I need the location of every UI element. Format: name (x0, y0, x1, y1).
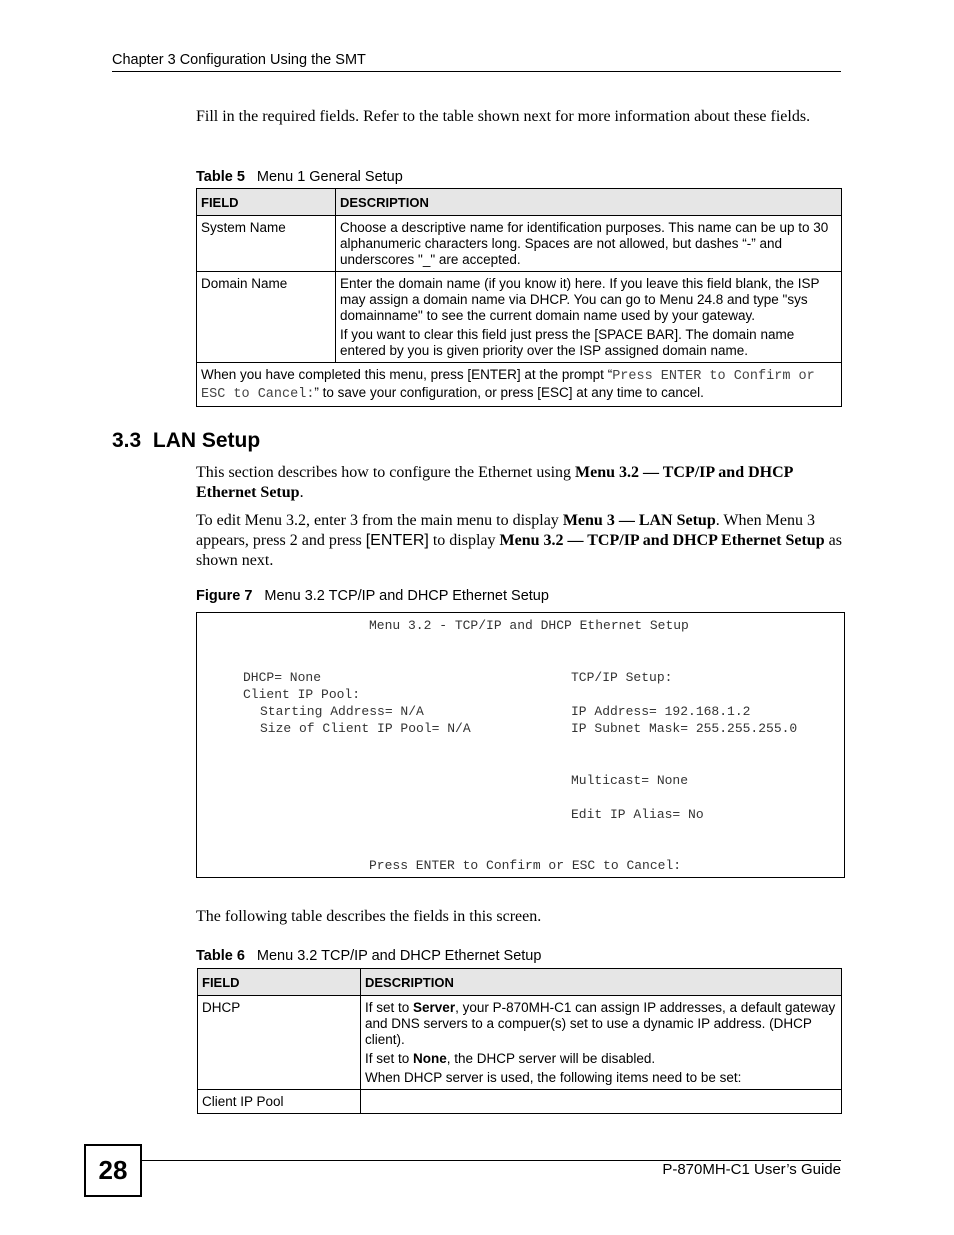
table5-header-row (197, 189, 842, 216)
description-paragraph: Enter the domain name (if you know it) here. If you leave this field blank, the ISP may assign a domain name via DHCP. You can go to Menu 24.8 and type "sys domainname" to see the current domain name used by your gateway. (340, 276, 820, 323)
table-row (198, 1090, 842, 1114)
screen-title: Menu 3.2 - TCP/IP and DHCP Ethernet Setup (369, 618, 689, 633)
table6-header-row (198, 969, 842, 996)
table5-col-description: DESCRIPTION (336, 189, 842, 216)
confirm-prompt: Press ENTER to Confirm or ESC to Cancel: (369, 858, 682, 873)
table5 (196, 188, 842, 407)
figure7-label: Figure 7 (196, 588, 253, 604)
edit-ip-alias-setting: Edit IP Alias= No (571, 807, 704, 822)
table5-caption (196, 169, 403, 185)
section-paragraph-2: To edit Menu 3.2, enter 3 from the main menu to display Menu 3 — LAN Setup. When Menu 3 appears, press 2 and press [ENTER] to display Menu 3.2 — TCP/IP and DHCP Ethernet Setup as shown next. (196, 512, 842, 569)
figure7-caption (196, 588, 549, 604)
table-cell-field: DHCP (198, 996, 361, 1090)
table-cell-description (361, 996, 842, 1090)
table5-col-field: FIELD (197, 189, 336, 216)
table-row (197, 272, 842, 363)
table6-title: Menu 3.2 TCP/IP and DHCP Ethernet Setup (256, 948, 542, 964)
smt-screen (196, 612, 845, 878)
ip-address-setting: IP Address= 192.168.1.2 (571, 704, 751, 719)
table-cell-description (336, 272, 842, 363)
following-paragraph: The following table describes the fields in this screen. (196, 908, 542, 925)
table5-title: Menu 1 General Setup (256, 169, 403, 185)
description-paragraph: Choose a descriptive name for identification purposes. This name can be up to 30 alphanumeric characters long. Spaces are not allowed, but dashes “-” and underscores "_" are accepted. (340, 220, 829, 267)
table-cell-field: Domain Name (197, 272, 336, 363)
description-paragraph: If set to Server, your P-870MH-C1 can assign IP addresses, a default gateway and DNS servers to a compuer(s) set to use a dynamic IP address. (DHCP client). (365, 1000, 836, 1047)
intro-paragraph: Fill in the required fields. Refer to the table shown next for more information about these fields. (196, 108, 811, 125)
footer-note-text: When you have completed this menu, press [ENTER] at the prompt “ (201, 367, 613, 382)
tcpip-setup-label: TCP/IP Setup: (571, 670, 673, 685)
header-rule (112, 71, 841, 72)
table-row (198, 996, 842, 1090)
table-cell-description (336, 216, 842, 272)
client-ip-pool-label: Client IP Pool: (243, 687, 361, 702)
table6 (197, 968, 842, 1114)
subnet-mask-setting: IP Subnet Mask= 255.255.255.0 (571, 721, 798, 736)
figure7-title: Menu 3.2 TCP/IP and DHCP Ethernet Setup (264, 588, 549, 604)
table-cell-description (361, 1090, 842, 1114)
multicast-setting: Multicast= None (571, 773, 689, 788)
description-paragraph: When DHCP server is used, the following items need to be set: (365, 1070, 742, 1085)
footer-note-text: ” to save your configuration, or press [ESC] at any time to cancel. (314, 385, 704, 400)
running-header: Chapter 3 Configuration Using the SMT (112, 52, 366, 68)
guide-title: P-870MH-C1 User’s Guide (662, 1161, 841, 1178)
description-paragraph: If you want to clear this field just press the [SPACE BAR]. The domain name entered by you is given priority over the ISP assigned domain name. (340, 327, 795, 358)
section-number: 3.3 (112, 429, 142, 452)
confirm-prompt-text: Press ENTER to Confirm or ESC to Cancel: (201, 369, 815, 402)
description-paragraph: If set to None, the DHCP server will be disabled. (365, 1051, 656, 1066)
starting-address-setting: Starting Address= N/A (260, 704, 424, 719)
table6-col-description: DESCRIPTION (361, 969, 842, 996)
section-title: LAN Setup (152, 429, 261, 452)
table6-label: Table 6 (196, 948, 245, 964)
table-cell-field: Client IP Pool (198, 1090, 361, 1114)
section-paragraph-1: This section describes how to configure the Ethernet using Menu 3.2 — TCP/IP and DHCP Ethernet Setup. (196, 464, 793, 501)
dhcp-setting: DHCP= None (243, 670, 322, 685)
table5-footer-row (197, 363, 842, 407)
table5-footer-note (197, 363, 842, 407)
page-number: 28 (84, 1144, 142, 1197)
table6-caption (196, 948, 541, 964)
pool-size-setting: Size of Client IP Pool= N/A (260, 721, 471, 736)
table5-label: Table 5 (196, 169, 245, 185)
table6-col-field: FIELD (198, 969, 361, 996)
table-cell-field: System Name (197, 216, 336, 272)
table-row (197, 216, 842, 272)
section-heading (112, 429, 260, 453)
